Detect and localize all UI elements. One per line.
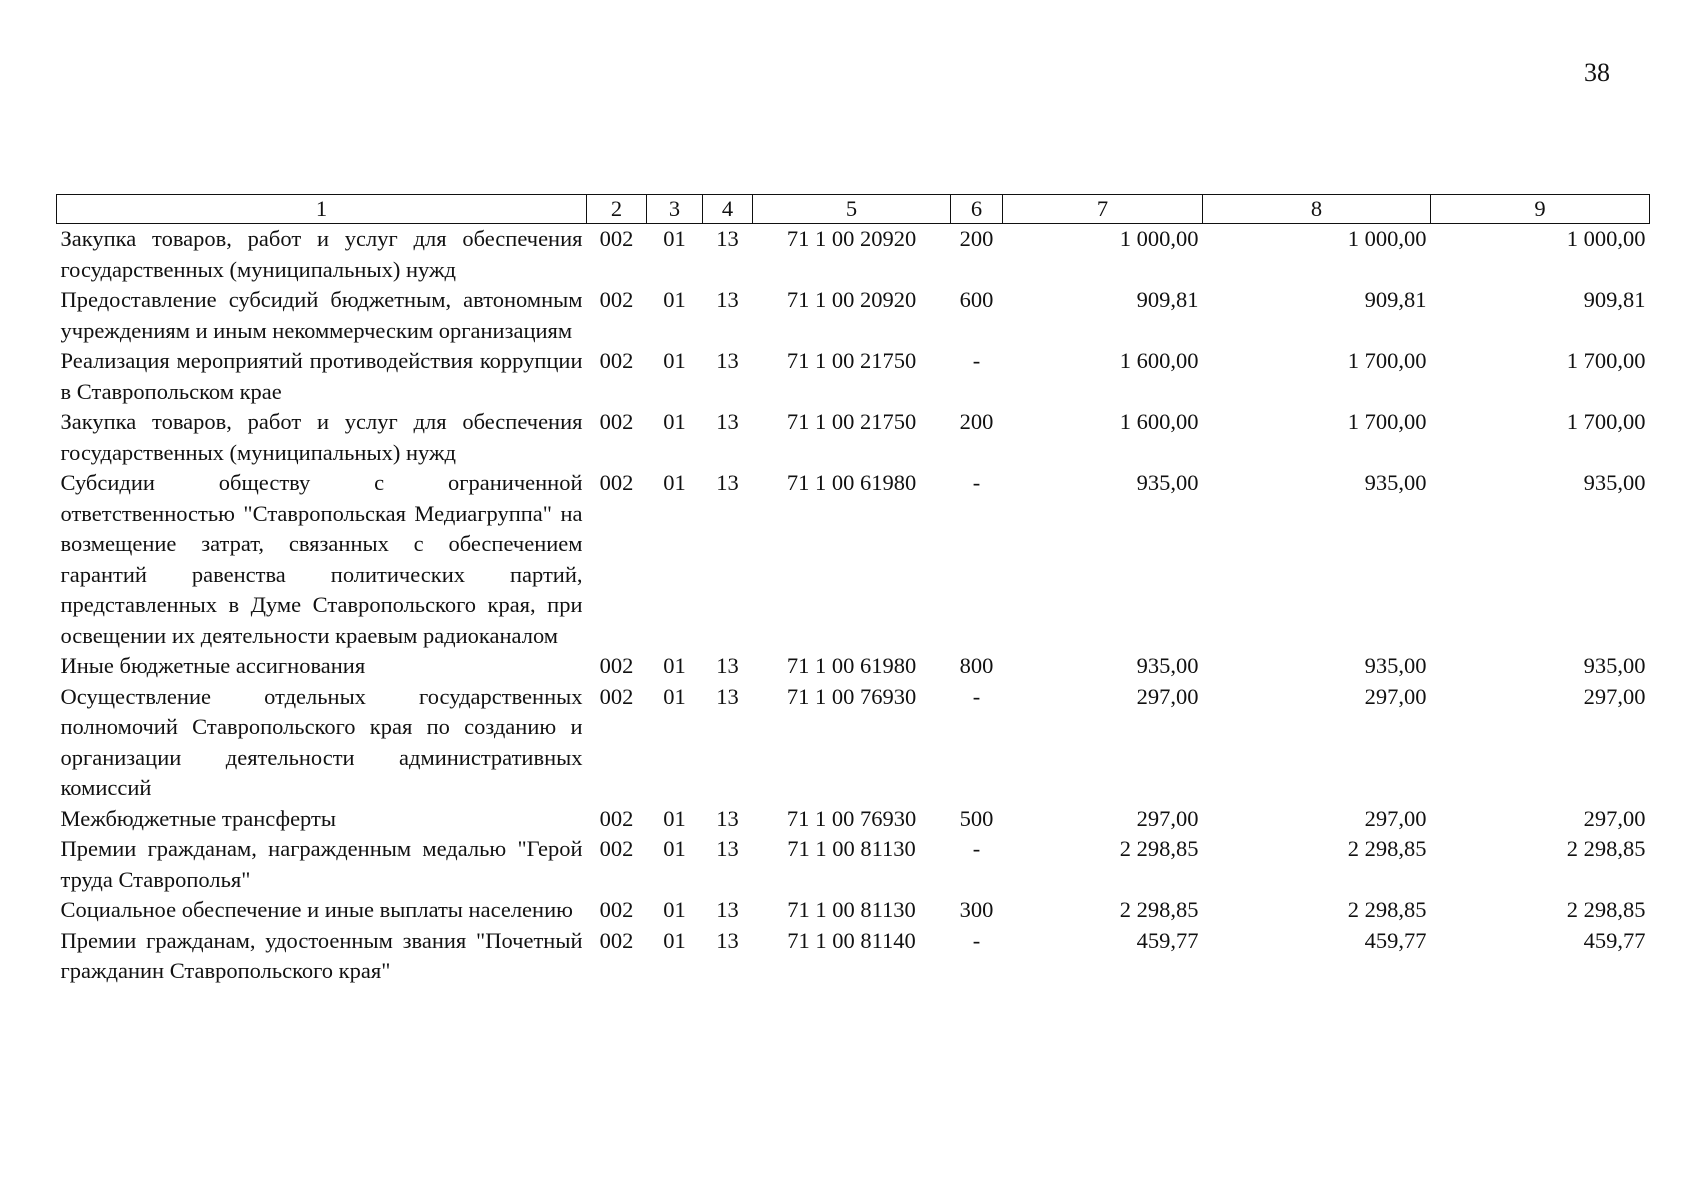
row-code-6: - xyxy=(972,348,981,373)
row-code-2: 002 xyxy=(599,836,634,861)
row-code-2: 002 xyxy=(599,226,634,251)
table-row xyxy=(57,804,1650,835)
column-header-4: 4 xyxy=(703,195,753,224)
row-code-3: 01 xyxy=(663,470,686,495)
row-code-4: 13 xyxy=(716,836,739,861)
row-code-6: 500 xyxy=(959,805,994,831)
row-amount-7: 909,81 xyxy=(1136,287,1199,312)
row-amount-7: 297,00 xyxy=(1136,683,1199,709)
row-code-5: 71 1 00 21750 xyxy=(786,348,917,373)
row-code-3: 01 xyxy=(663,897,686,922)
row-code-4: 13 xyxy=(716,805,739,831)
row-amount-7: 2 298,85 xyxy=(1119,836,1199,861)
row-amount-9: 935,00 xyxy=(1583,470,1646,495)
row-name: Социальное обеспечение и иные выплаты населению xyxy=(60,897,573,922)
table-row xyxy=(57,468,1650,651)
row-amount-8: 459,77 xyxy=(1364,927,1427,953)
column-header-3: 3 xyxy=(647,195,703,224)
row-name: Реализация мероприятий противодействия коррупции в Ставропольском крае xyxy=(60,348,583,404)
table-row xyxy=(57,224,1650,286)
row-amount-8: 297,00 xyxy=(1364,683,1427,709)
row-code-2: 002 xyxy=(599,287,634,312)
row-code-3: 01 xyxy=(663,653,686,678)
row-amount-7: 297,00 xyxy=(1136,805,1199,831)
row-amount-7: 1 600,00 xyxy=(1119,409,1199,434)
table-row xyxy=(57,407,1650,468)
row-code-6: - xyxy=(972,836,981,861)
row-code-6: - xyxy=(972,683,981,709)
row-code-5: 71 1 00 61980 xyxy=(786,653,917,678)
table-row xyxy=(57,651,1650,682)
row-amount-9: 297,00 xyxy=(1583,805,1646,831)
row-code-3: 01 xyxy=(663,409,686,434)
row-code-4: 13 xyxy=(716,470,739,495)
row-amount-7: 1 600,00 xyxy=(1119,348,1199,373)
row-code-6: - xyxy=(972,927,981,953)
row-code-3: 01 xyxy=(663,927,686,953)
column-header-2: 2 xyxy=(587,195,647,224)
row-code-2: 002 xyxy=(599,897,634,922)
row-amount-9: 1 000,00 xyxy=(1566,226,1646,251)
row-code-6: 800 xyxy=(959,653,994,678)
row-code-4: 13 xyxy=(716,683,739,709)
row-amount-8: 2 298,85 xyxy=(1347,836,1427,861)
row-amount-7: 2 298,85 xyxy=(1119,897,1199,922)
row-code-6: 200 xyxy=(959,226,994,251)
row-code-2: 002 xyxy=(599,653,634,678)
budget-table xyxy=(56,194,1650,987)
page-number: 38 xyxy=(1584,58,1610,87)
row-code-5: 71 1 00 21750 xyxy=(786,409,917,434)
row-name: Субсидии обществу с ограниченной ответственностью "Ставропольская Медиагруппа" на возмещение затрат, связанных с обеспечением гарантий равенства политических партий, представленных в Думе Ставропольского края, при освещении их деятельности краевым радиоканалом xyxy=(60,470,583,648)
row-code-6: 600 xyxy=(959,287,994,312)
row-amount-7: 935,00 xyxy=(1136,470,1199,495)
row-amount-9: 459,77 xyxy=(1583,927,1646,953)
table-row xyxy=(57,682,1650,804)
row-code-2: 002 xyxy=(599,927,634,953)
row-code-4: 13 xyxy=(716,226,739,251)
column-header-5: 5 xyxy=(753,195,951,224)
row-code-5: 71 1 00 81130 xyxy=(787,836,916,861)
row-amount-9: 935,00 xyxy=(1583,653,1646,678)
row-code-4: 13 xyxy=(716,409,739,434)
row-name: Предоставление субсидий бюджетным, автономным учреждениям и иным некоммерческим организациям xyxy=(60,287,583,343)
row-amount-8: 1 700,00 xyxy=(1347,409,1427,434)
table-row xyxy=(57,895,1650,926)
column-header-7: 7 xyxy=(1003,195,1203,224)
row-code-5: 71 1 00 61980 xyxy=(786,470,917,495)
row-code-4: 13 xyxy=(716,348,739,373)
row-code-6: 200 xyxy=(959,409,994,434)
row-name: Премии гражданам, удостоенным звания "Почетный гражданин Ставропольского края" xyxy=(60,927,583,983)
row-amount-8: 297,00 xyxy=(1364,805,1427,831)
row-code-2: 002 xyxy=(599,409,634,434)
row-code-3: 01 xyxy=(663,226,686,251)
row-code-5: 71 1 00 20920 xyxy=(786,226,917,251)
row-name: Межбюджетные трансферты xyxy=(60,805,336,831)
row-code-4: 13 xyxy=(716,927,739,953)
row-code-2: 002 xyxy=(599,805,634,831)
row-code-5: 71 1 00 76930 xyxy=(786,683,917,709)
column-header-9: 9 xyxy=(1431,195,1650,224)
row-code-5: 71 1 00 81130 xyxy=(787,897,916,922)
row-amount-9: 1 700,00 xyxy=(1566,348,1646,373)
row-amount-7: 935,00 xyxy=(1136,653,1199,678)
row-code-3: 01 xyxy=(663,287,686,312)
row-amount-8: 909,81 xyxy=(1364,287,1427,312)
row-code-6: - xyxy=(972,470,981,495)
row-amount-8: 935,00 xyxy=(1364,470,1427,495)
row-amount-9: 909,81 xyxy=(1583,287,1646,312)
column-header-6: 6 xyxy=(951,195,1003,224)
table-row xyxy=(57,285,1650,346)
row-code-3: 01 xyxy=(663,836,686,861)
column-header-1: 1 xyxy=(57,195,587,224)
row-code-6: 300 xyxy=(959,897,994,922)
row-amount-9: 297,00 xyxy=(1583,683,1646,709)
row-name: Премии гражданам, награжденным медалью "Герой труда Ставрополья" xyxy=(60,836,583,892)
column-header-8: 8 xyxy=(1203,195,1431,224)
row-name: Осуществление отдельных государственных полномочий Ставропольского края по созданию и организации деятельности административных комиссий xyxy=(60,683,583,800)
row-code-5: 71 1 00 81140 xyxy=(787,927,916,953)
row-amount-8: 2 298,85 xyxy=(1347,897,1427,922)
row-amount-8: 1 000,00 xyxy=(1347,226,1427,251)
table-row xyxy=(57,346,1650,407)
row-code-3: 01 xyxy=(663,683,686,709)
row-amount-7: 1 000,00 xyxy=(1119,226,1199,251)
row-name: Иные бюджетные ассигнования xyxy=(60,653,366,678)
table-row xyxy=(57,834,1650,895)
row-amount-7: 459,77 xyxy=(1136,927,1199,953)
row-code-2: 002 xyxy=(599,348,634,373)
row-amount-8: 935,00 xyxy=(1364,653,1427,678)
row-code-5: 71 1 00 20920 xyxy=(786,287,917,312)
header-row xyxy=(57,195,1650,224)
row-code-4: 13 xyxy=(716,653,739,678)
row-code-4: 13 xyxy=(716,897,739,922)
row-code-3: 01 xyxy=(663,805,686,831)
row-amount-9: 2 298,85 xyxy=(1566,897,1646,922)
row-code-4: 13 xyxy=(716,287,739,312)
row-code-2: 002 xyxy=(599,683,634,709)
row-code-2: 002 xyxy=(599,470,634,495)
row-amount-8: 1 700,00 xyxy=(1347,348,1427,373)
row-code-5: 71 1 00 76930 xyxy=(786,805,917,831)
row-amount-9: 1 700,00 xyxy=(1566,409,1646,434)
row-code-3: 01 xyxy=(663,348,686,373)
row-name: Закупка товаров, работ и услуг для обеспечения государственных (муниципальных) нужд xyxy=(60,226,583,282)
row-name: Закупка товаров, работ и услуг для обеспечения государственных (муниципальных) нужд xyxy=(60,409,583,465)
table-row xyxy=(57,926,1650,987)
row-amount-9: 2 298,85 xyxy=(1566,836,1646,861)
